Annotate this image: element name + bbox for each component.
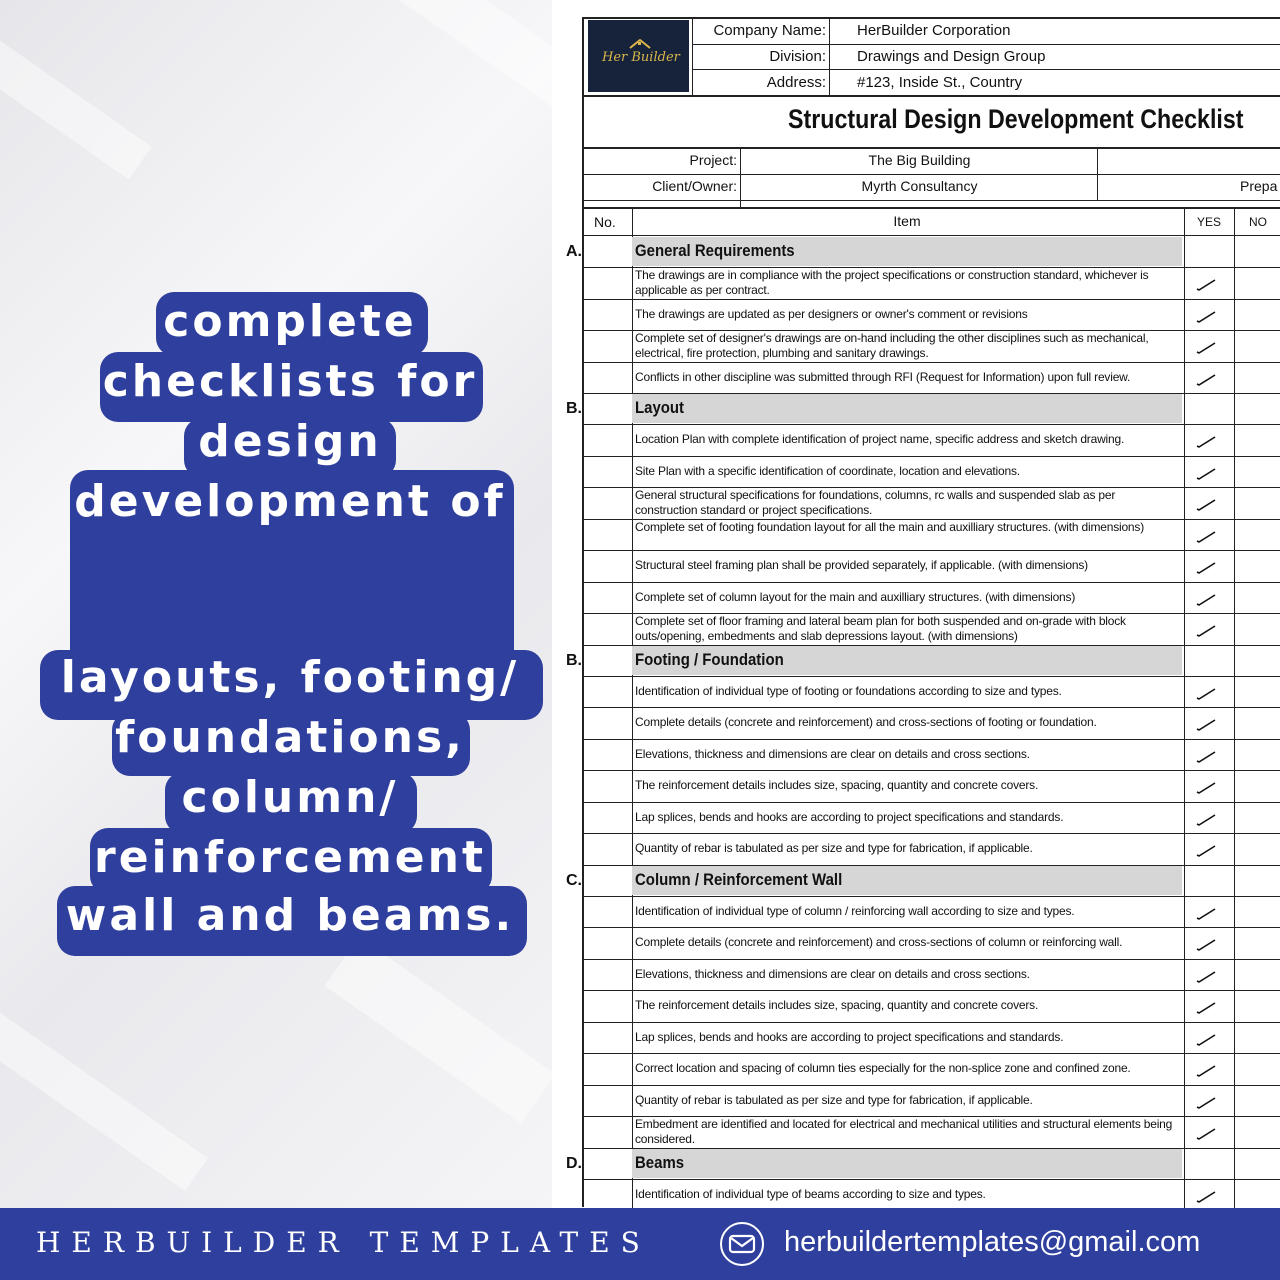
checkmark-icon[interactable] [1196,562,1216,574]
col-header-no: No. [594,214,616,230]
checkmark-icon[interactable] [1196,1097,1216,1109]
col-header-item: Item [893,213,921,229]
prepared-label: Prepa [1240,178,1278,194]
checklist-item: General structural specifications for foundations, columns, rc walls and suspended slab as per construction standard or project specifications. [635,488,1116,517]
row-divider [582,927,1280,928]
checklist-item: Lap splices, bends and hooks are according to project specifications and standards. [635,1029,1064,1044]
row-divider [582,959,1280,960]
division-value: Drawings and Design Group [857,48,1046,65]
row-divider [582,299,1280,300]
client-value: Myrth Consultancy [861,178,978,194]
section-header [632,394,1182,423]
section-title: Layout [635,398,685,417]
checklist-item: Quantity of rebar is tabulated as per size and type for fabrication, if applicable. [635,841,1033,855]
project-value: The Big Building [868,152,971,168]
checkmark-icon[interactable] [1196,1034,1216,1046]
promo-line: column/ [181,772,399,823]
checklist-item: Identification of individual type of beams according to size and types. [635,1186,986,1201]
section-letter: A. [566,243,582,260]
section-title: Column / Reinforcement Wall [635,869,843,889]
checklist-item: Correct location and spacing of column ties especially for the non-splice zone and confined zone. [635,1061,1131,1075]
checkmark-icon[interactable] [1196,751,1216,763]
checklist-item: Structural steel framing plan shall be provided separately, if applicable. (with dimensions) [635,558,1088,572]
checkmark-icon[interactable] [1196,311,1216,323]
col-header-no-answer: NO [1249,215,1267,229]
contact-email[interactable]: herbuildertemplates@gmail.com [784,1226,1201,1258]
promo-line: reinforcement [94,832,486,883]
checklist-item: Conflicts in other discipline was submitted through RFI (Request for Information) upon full review. [635,369,1131,384]
promo-line: wall and beams. [65,890,515,941]
section-letter: B. [566,400,582,417]
row-divider [582,424,1280,425]
checkmark-icon[interactable] [1196,939,1216,951]
section-letter: D. [566,1154,582,1172]
row-divider [582,802,1280,803]
checklist-item: Complete set of designer's drawings are on-hand including the other disciplines such as mechanical, electrical, fire protection, plumbing and sanitary drawings. [635,331,1149,360]
checklist-item: Complete details (concrete and reinforcement) and cross-sections of footing or foundation. [635,715,1097,729]
section-title: General Requirements [635,241,795,260]
client-label: Client/Owner: [652,178,737,194]
checkmark-icon[interactable] [1196,594,1216,606]
row-divider [582,362,1280,363]
document-title: Structural Design Development Checklist [788,104,1244,134]
checklist-item: The reinforcement details includes size, spacing, quantity and concrete covers. [635,998,1039,1012]
promo-line: design [198,416,382,467]
company-logo [588,20,689,92]
promo-line: checklists for [102,356,478,407]
checklist-item: Identification of individual type of footing or foundations according to size and types. [635,683,1062,698]
checklist-item: Site Plan with a specific identification of coordinate, location and elevations. [635,463,1020,478]
row-divider [582,1053,1280,1054]
checklist-item: Complete set of floor framing and lateral beam plan for both suspended and on-grade with block outs/opening, embedments and slab depressions layout. (with dimensions) [635,614,1126,643]
checklist-item: The drawings are updated as per designers or owner's comment or revisions [635,306,1028,321]
checkmark-icon[interactable] [1196,1191,1216,1203]
checklist-item: Complete set of column layout for the main and auxilliary structures. (with dimensions) [635,589,1076,604]
checkmark-icon[interactable] [1196,436,1216,448]
section-title: Footing / Foundation [635,649,784,669]
row-divider [582,1085,1280,1086]
checkmark-icon[interactable] [1196,971,1216,983]
row-divider [582,1022,1280,1023]
promo-line: development of [74,476,506,527]
checklist-document [552,0,1280,1208]
promo-panel [0,0,552,1208]
checkmark-icon[interactable] [1196,468,1216,480]
division-label: Division: [769,48,826,65]
checklist-item: Identification of individual type of column / reinforcing wall according to size and types. [635,903,1075,918]
row-divider [582,456,1280,457]
col-header-yes: YES [1196,215,1221,229]
company-name-label: Company Name: [713,22,826,39]
checkmark-icon[interactable] [1196,908,1216,920]
checkmark-icon[interactable] [1196,342,1216,354]
company-name-value: HerBuilder Corporation [857,22,1011,39]
checklist-item: Elevations, thickness and dimensions are clear on details and cross sections. [635,746,1030,761]
promo-line: foundations, [115,712,465,763]
logo-text: Her Builder [602,50,680,65]
row-divider [582,582,1280,583]
promo-line: layouts, footing/ [60,652,520,703]
checklist-item: Location Plan with complete identification of project name, specific address and sketch drawing. [635,432,1125,446]
row-divider [582,550,1280,551]
checkmark-icon[interactable] [1196,1128,1216,1140]
promo-line: complete [163,296,417,347]
row-divider [582,707,1280,708]
section-letter: B. [566,651,582,669]
section-header [632,1149,1182,1178]
checkmark-icon[interactable] [1196,688,1216,700]
checklist-item: The drawings are in compliance with the project specifications or construction standard, whichever is applicable as per contract. [635,268,1149,297]
checkmark-icon[interactable] [1196,374,1216,386]
section-letter: C. [566,871,582,889]
checkmark-icon[interactable] [1196,625,1216,637]
checkmark-icon[interactable] [1196,814,1216,826]
address-label: Address: [766,74,826,91]
checklist-item: Quantity of rebar is tabulated as per size and type for fabrication, if applicable. [635,1092,1033,1107]
checkmark-icon[interactable] [1196,782,1216,794]
checkmark-icon[interactable] [1196,719,1216,731]
mail-icon [720,1222,764,1266]
row-divider [582,770,1280,771]
checklist-item: Elevations, thickness and dimensions are clear on details and cross sections. [635,966,1030,981]
row-divider [582,833,1280,834]
checkmark-icon[interactable] [1196,531,1216,543]
brand-name: HERBUILDER TEMPLATES [36,1226,651,1259]
row-divider [582,990,1280,991]
checkmark-icon[interactable] [1196,845,1216,857]
checkmark-icon[interactable] [1196,1065,1216,1077]
checklist-item: Lap splices, bends and hooks are according to project specifications and standards. [635,809,1064,824]
row-divider [582,896,1280,897]
row-divider [582,1179,1280,1180]
section-title: Beams [635,1152,685,1172]
checklist-item: Complete set of footing foundation layout for all the main and auxilliary structures. (with dimensions) [635,519,1144,534]
checkmark-icon[interactable] [1196,279,1216,291]
project-label: Project: [689,152,737,168]
row-divider [582,739,1280,740]
checkmark-icon[interactable] [1196,1002,1216,1014]
address-value: #123, Inside St., Country [857,74,1023,91]
checkmark-icon[interactable] [1196,499,1216,511]
checklist-item: Complete details (concrete and reinforcement) and cross-sections of column or reinforcing wall. [635,935,1123,949]
checklist-item: Embedment are identified and located for electrical and mechanical utilities and structural elements being considered. [635,1117,1173,1146]
row-divider [582,676,1280,677]
checklist-item: The reinforcement details includes size, spacing, quantity and concrete covers. [635,778,1039,792]
